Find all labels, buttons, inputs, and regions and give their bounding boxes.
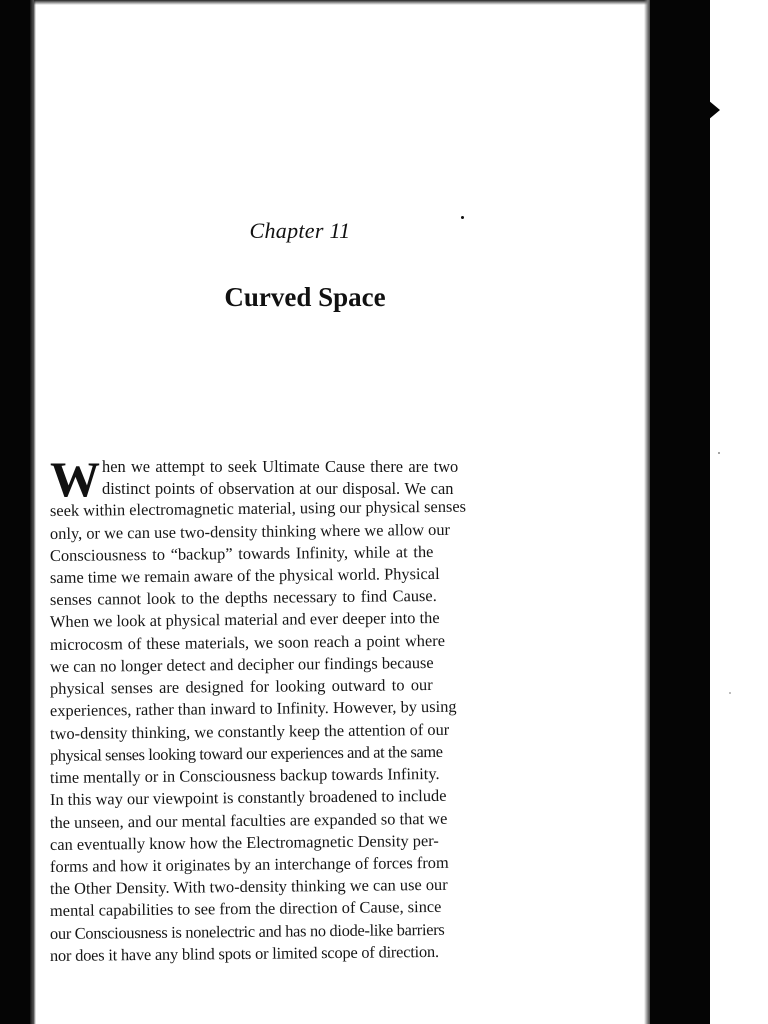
text-line: two-density thinking, we constantly keep the attention of our	[49, 719, 450, 743]
chapter-label: Chapter 11	[249, 218, 351, 243]
text-line: physical senses looking toward our experiences and at the same	[49, 741, 443, 765]
drop-cap: W	[50, 451, 100, 507]
dust-speck	[729, 692, 731, 694]
text-line: time mentally or in Consciousness backup towards Infinity.	[49, 763, 440, 787]
text-line: same time we remain aware of the physical world. Physical	[49, 563, 440, 587]
text-line: the unseen, and our mental faculties are expanded so that we	[49, 808, 448, 832]
scan-left-edge-shadow	[30, 0, 36, 1024]
text-line: seek within electromagnetic material, using our physical senses	[49, 496, 467, 520]
text-line: distinct points of observation at our disposal. We can	[102, 479, 454, 498]
scan-top-edge-shadow	[34, 0, 654, 5]
text-line: Consciousness to “backup” towards Infinity, while at the	[49, 541, 434, 565]
text-line: mental capabilities to see from the direction of Cause, since	[49, 896, 442, 920]
text-line: can eventually know how the Electromagnetic Density per-	[49, 830, 439, 854]
text-line: microcosm of these materials, we soon reach a point where	[49, 630, 446, 654]
text-line: In this way our viewpoint is constantly broadened to include	[49, 785, 447, 809]
text-line: the Other Density. With two-density thinking we can use our	[49, 874, 448, 898]
chapter-title: Curved Space	[224, 282, 386, 312]
text-line: senses cannot look to the depths necessary to find Cause.	[49, 585, 437, 609]
text-line: our Consciousness is nonelectric and has no diode-like barriers	[49, 919, 445, 943]
dust-speck	[718, 452, 720, 454]
text-line: When we look at physical material and ever deeper into the	[49, 607, 440, 631]
text-line: only, or we can use two-density thinking where we allow our	[49, 519, 451, 543]
text-line: forms and how it originates by an interchange of forces from	[49, 852, 449, 876]
scan-edge-notch	[708, 100, 720, 120]
scan-left-border	[0, 0, 34, 1024]
text-line: physical senses are designed for looking outward to our	[49, 674, 433, 698]
text-line: hen we attempt to seek Ultimate Cause there are two	[102, 457, 459, 476]
text-line: nor does it have any blind spots or limited scope of direction.	[49, 941, 439, 965]
text-line: experiences, rather than inward to Infinity. However, by using	[49, 696, 457, 720]
text-line: we can no longer detect and decipher our findings because	[49, 652, 434, 676]
scan-right-border	[650, 0, 710, 1024]
